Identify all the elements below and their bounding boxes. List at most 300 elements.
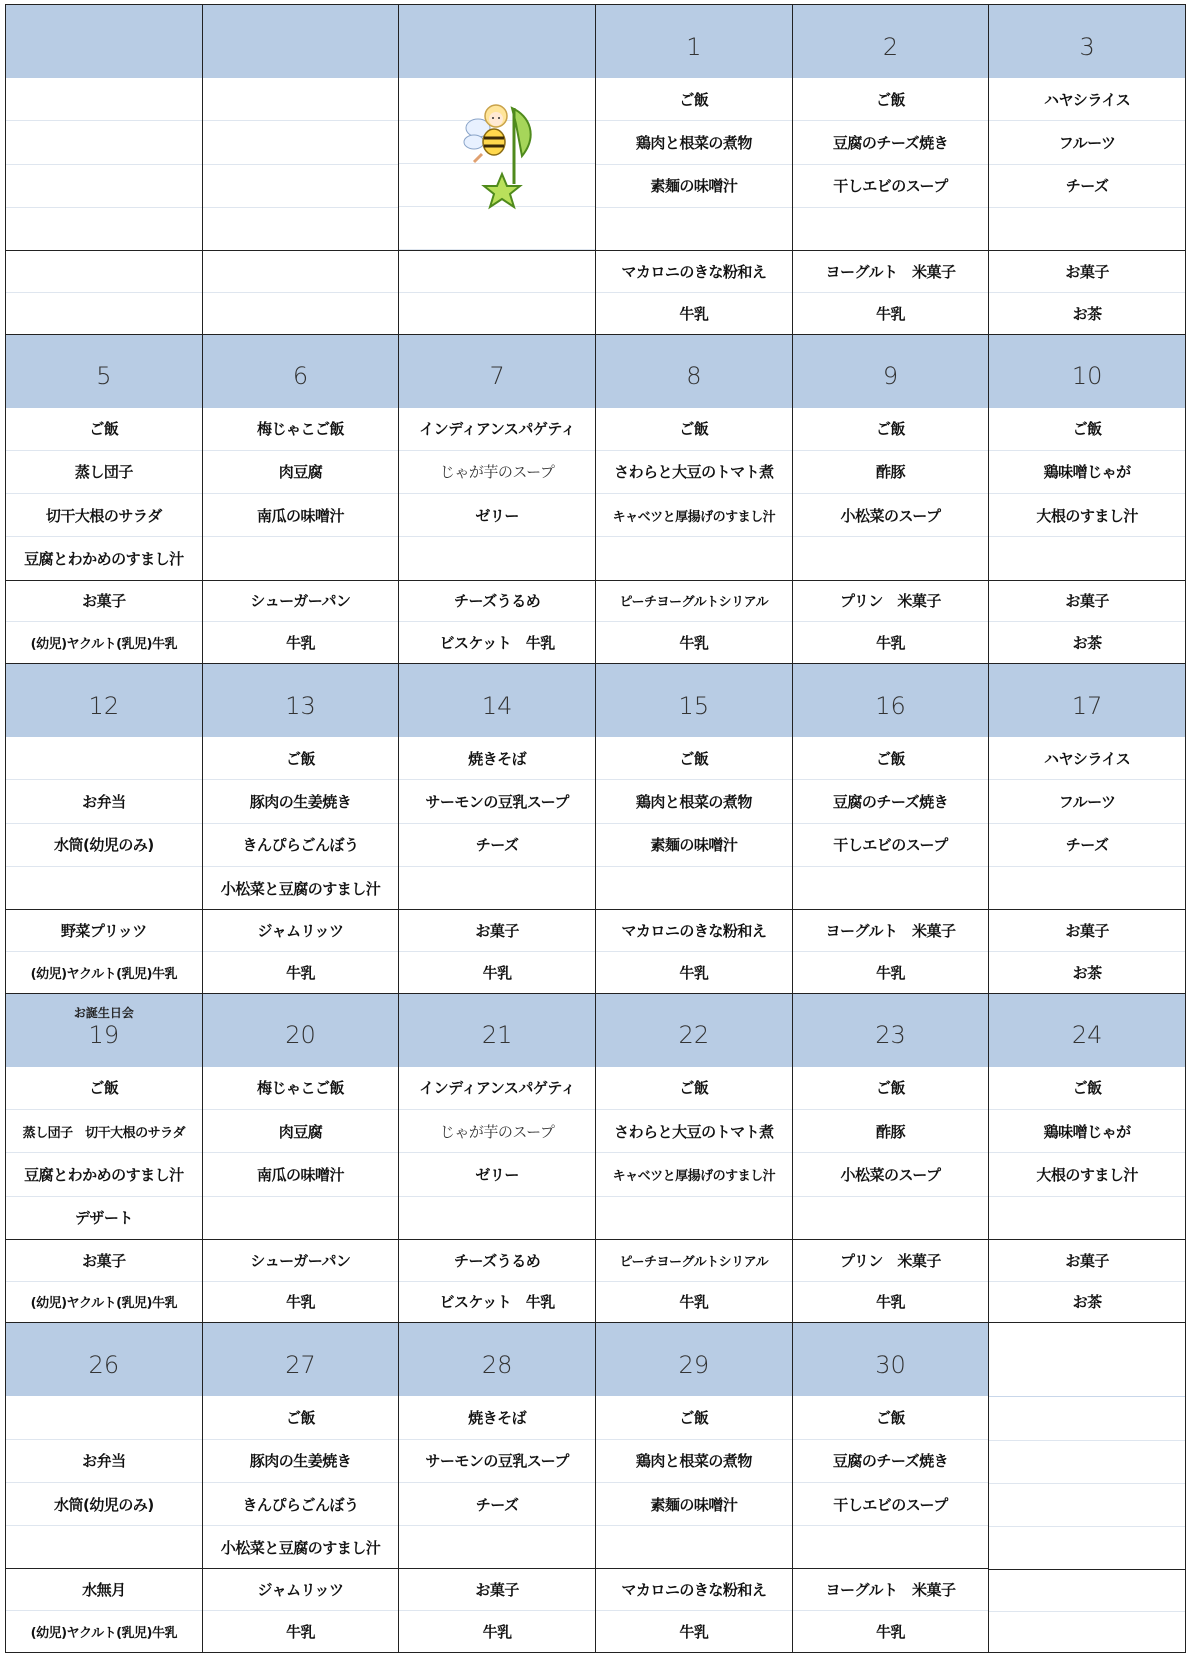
lunch-item <box>596 208 792 250</box>
lunch-item <box>203 78 399 121</box>
day-number: 24 <box>1071 1021 1103 1050</box>
lunch-item: さわらと大豆のトマト煮 <box>596 451 792 494</box>
lunch-item <box>6 165 202 208</box>
lunch-item: 南瓜の味噌汁 <box>203 494 399 537</box>
snack-menu <box>399 1240 595 1323</box>
lunch-item <box>399 1197 595 1239</box>
day-header <box>399 664 595 737</box>
day-number: 20 <box>285 1021 316 1050</box>
lunch-menu <box>793 1396 989 1569</box>
snack-item: 牛乳 <box>875 1623 905 1642</box>
day-number: 15 <box>678 691 710 720</box>
snack-item: ヨーグルト 米菓子 <box>793 251 989 293</box>
lunch-item <box>6 208 202 250</box>
snack-item <box>6 251 202 293</box>
lunch-item: ご飯 <box>989 1067 1185 1110</box>
lunch-item: ご飯 <box>793 737 989 780</box>
day-header <box>596 994 792 1067</box>
day-number: 26 <box>88 1350 120 1379</box>
snack-item: ジャムリッツ <box>203 910 399 952</box>
day-header <box>6 664 202 737</box>
day-cell <box>399 1323 596 1653</box>
snack-item <box>6 293 202 334</box>
day-header <box>596 664 792 737</box>
lunch-menu <box>793 78 989 251</box>
day-header <box>989 664 1185 737</box>
snack-menu <box>399 581 595 664</box>
snack-menu <box>793 1569 989 1652</box>
day-header <box>203 5 399 78</box>
day-cell <box>203 664 400 994</box>
fairy-illustration-icon <box>452 96 542 220</box>
day-cell <box>793 5 990 335</box>
lunch-item: 素麺の味噌汁 <box>596 824 792 867</box>
snack-item: ビスケット 牛乳 <box>439 634 555 653</box>
day-number: 22 <box>678 1021 710 1050</box>
lunch-menu <box>203 1396 399 1569</box>
snack-item: ピーチヨーグルトシリアル <box>596 1240 792 1282</box>
day-cell <box>989 5 1186 335</box>
lunch-item: 焼きそば <box>399 1396 595 1439</box>
lunch-item <box>6 78 202 121</box>
lunch-item: 南瓜の味噌汁 <box>203 1153 399 1196</box>
lunch-item: チーズ <box>989 824 1185 867</box>
snack-item: お茶 <box>1072 963 1102 982</box>
lunch-item <box>596 1197 792 1239</box>
lunch-item: 素麺の味噌汁 <box>596 1483 792 1526</box>
day-header <box>793 5 989 78</box>
snack-item: 牛乳 <box>679 963 709 982</box>
snack-item: チーズうるめ <box>399 1240 595 1282</box>
snack-menu <box>596 1569 792 1652</box>
snack-item: お菓子 <box>989 910 1185 952</box>
day-header <box>399 335 595 408</box>
lunch-menu <box>989 1067 1185 1240</box>
lunch-item: ご飯 <box>596 1067 792 1110</box>
lunch-item <box>6 1526 202 1568</box>
lunch-item: ご飯 <box>793 1396 989 1439</box>
lunch-item: 鶏肉と根菜の煮物 <box>596 121 792 164</box>
snack-item: 牛乳 <box>679 634 709 653</box>
lunch-item: さわらと大豆のトマト煮 <box>596 1110 792 1153</box>
lunch-item: 干しエビのスープ <box>793 824 989 867</box>
lunch-item: 梅じゃこご飯 <box>203 408 399 451</box>
lunch-item: お弁当 <box>6 780 202 823</box>
day-header <box>793 994 989 1067</box>
lunch-item: ゼリー <box>399 1153 595 1196</box>
day-cell <box>989 335 1186 665</box>
lunch-menu <box>6 408 202 581</box>
snack-menu <box>6 910 202 993</box>
lunch-menu <box>6 78 202 251</box>
lunch-item <box>989 1441 1185 1484</box>
day-cell <box>203 994 400 1324</box>
snack-item: ヨーグルト 米菓子 <box>793 910 989 952</box>
lunch-item: 蒸し団子 切干大根のサラダ <box>6 1110 202 1153</box>
day-header <box>399 994 595 1067</box>
lunch-item: ゼリー <box>399 494 595 537</box>
lunch-item <box>793 1526 989 1568</box>
lunch-item <box>989 537 1185 579</box>
day-number: 30 <box>875 1350 906 1379</box>
lunch-item: 豆腐とわかめのすまし汁 <box>24 549 184 568</box>
snack-item: 牛乳 <box>285 634 315 653</box>
snack-item: 牛乳 <box>482 963 512 982</box>
day-number: 23 <box>875 1021 906 1050</box>
lunch-item: 肉豆腐 <box>203 1110 399 1153</box>
snack-item: お茶 <box>1072 1293 1102 1312</box>
snack-item <box>989 1570 1185 1611</box>
day-number: 9 <box>882 362 899 391</box>
lunch-menu <box>793 408 989 581</box>
day-header <box>596 335 792 408</box>
snack-menu <box>989 1570 1185 1652</box>
snack-item: 牛乳 <box>285 1293 315 1312</box>
day-cell <box>203 1323 400 1653</box>
lunch-menu <box>596 737 792 910</box>
snack-menu <box>6 1569 202 1652</box>
snack-item: ヨーグルト 米菓子 <box>793 1569 989 1611</box>
lunch-item: インディアンスパゲティ <box>399 1067 595 1110</box>
day-cell <box>989 1323 1186 1653</box>
lunch-item: サーモンの豆乳スープ <box>399 780 595 823</box>
lunch-item: フルーツ <box>989 121 1185 164</box>
day-cell <box>989 664 1186 994</box>
lunch-item: ご飯 <box>6 408 202 451</box>
lunch-item: 干しエビのスープ <box>793 165 989 208</box>
lunch-item: 豆腐のチーズ焼き <box>793 121 989 164</box>
snack-menu <box>989 910 1185 993</box>
day-cell <box>6 5 203 335</box>
snack-item: 牛乳 <box>875 634 905 653</box>
snack-menu <box>596 581 792 664</box>
lunch-item: 鶏味噌じゃが <box>989 451 1185 494</box>
lunch-menu <box>596 78 792 251</box>
lunch-item <box>989 1197 1185 1239</box>
day-header <box>203 335 399 408</box>
lunch-item: 酢豚 <box>793 1110 989 1153</box>
day-cell <box>793 994 990 1324</box>
snack-item: 牛乳 <box>679 1293 709 1312</box>
lunch-item: 小松菜と豆腐のすまし汁 <box>220 879 381 898</box>
lunch-menu <box>989 408 1185 581</box>
lunch-item: ご飯 <box>596 737 792 780</box>
lunch-menu <box>399 737 595 910</box>
lunch-item: 焼きそば <box>399 737 595 780</box>
day-header <box>203 994 399 1067</box>
day-cell <box>6 664 203 994</box>
snack-item <box>989 1612 1185 1652</box>
lunch-item: じゃが芋のスープ <box>399 451 595 494</box>
day-number: 2 <box>882 32 899 61</box>
lunch-menu <box>399 1396 595 1569</box>
day-cell <box>203 335 400 665</box>
lunch-item: きんぴらごんぼう <box>203 824 399 867</box>
lunch-item <box>596 537 792 579</box>
lunch-item: ご飯 <box>793 408 989 451</box>
snack-menu <box>989 1240 1185 1323</box>
snack-menu <box>399 1569 595 1652</box>
lunch-item: 梅じゃこご飯 <box>203 1067 399 1110</box>
snack-menu <box>6 581 202 664</box>
day-header <box>6 994 202 1067</box>
lunch-item <box>6 1396 202 1439</box>
snack-menu <box>6 251 202 334</box>
snack-menu <box>203 1240 399 1323</box>
day-cell <box>596 664 793 994</box>
day-header <box>989 5 1185 78</box>
snack-menu <box>793 581 989 664</box>
snack-item: シューガーパン <box>203 1240 399 1282</box>
snack-item: (幼児)ヤクルト(乳児)牛乳 <box>30 637 178 653</box>
snack-menu <box>399 910 595 993</box>
lunch-item <box>203 208 399 250</box>
day-number: 21 <box>481 1021 513 1050</box>
lunch-item: 大根のすまし汁 <box>989 494 1185 537</box>
lunch-item: 鶏肉と根菜の煮物 <box>596 780 792 823</box>
lunch-item: 水筒(幼児のみ) <box>6 1483 202 1526</box>
day-cell <box>399 5 596 335</box>
day-number: 7 <box>489 362 505 391</box>
lunch-item: 豆腐のチーズ焼き <box>793 1440 989 1483</box>
lunch-item: 切干大根のサラダ <box>6 494 202 537</box>
lunch-item: 鶏肉と根菜の煮物 <box>596 1440 792 1483</box>
snack-item: マカロニのきな粉和え <box>596 1569 792 1611</box>
lunch-menu <box>203 737 399 910</box>
snack-item: (幼児)ヤクルト(乳児)牛乳 <box>30 1296 178 1312</box>
snack-item: プリン 米菓子 <box>793 581 989 623</box>
day-number: 13 <box>285 691 316 720</box>
day-cell <box>399 994 596 1324</box>
day-header <box>989 335 1185 408</box>
day-number: 29 <box>678 1350 710 1379</box>
snack-item: お菓子 <box>6 1240 202 1282</box>
snack-menu <box>6 1240 202 1323</box>
snack-item: お菓子 <box>989 1240 1185 1282</box>
lunch-menu <box>6 737 202 910</box>
snack-menu <box>399 251 595 334</box>
lunch-item: 小松菜のスープ <box>793 494 989 537</box>
lunch-item: デザート <box>74 1209 133 1228</box>
snack-menu <box>596 251 792 334</box>
snack-item: 牛乳 <box>679 1623 709 1642</box>
day-number: 5 <box>96 362 112 391</box>
lunch-menu <box>203 408 399 581</box>
snack-menu <box>203 910 399 993</box>
snack-item: 牛乳 <box>482 1623 512 1642</box>
lunch-menu <box>989 78 1185 251</box>
lunch-item: きんぴらごんぼう <box>203 1483 399 1526</box>
snack-item: (幼児)ヤクルト(乳児)牛乳 <box>30 966 178 982</box>
day-header <box>793 1323 989 1396</box>
day-cell <box>596 335 793 665</box>
day-cell <box>596 994 793 1324</box>
day-number: 16 <box>875 691 906 720</box>
snack-item: お菓子 <box>6 581 202 623</box>
day-event-label: お誕生日会 <box>73 1005 134 1020</box>
lunch-item <box>989 1397 1185 1440</box>
lunch-item <box>989 867 1185 909</box>
lunch-item: ご飯 <box>596 408 792 451</box>
day-number: 1 <box>686 32 702 61</box>
snack-menu <box>989 581 1185 664</box>
lunch-item: キャベツと厚揚げのすまし汁 <box>596 494 792 537</box>
snack-menu <box>989 251 1185 334</box>
snack-item <box>399 251 595 293</box>
lunch-item <box>203 537 399 579</box>
snack-menu <box>596 1240 792 1323</box>
lunch-item: ハヤシライス <box>989 737 1185 780</box>
lunch-item: 鶏味噌じゃが <box>989 1110 1185 1153</box>
lunch-menu <box>793 1067 989 1240</box>
lunch-item: 大根のすまし汁 <box>989 1153 1185 1196</box>
lunch-item: ご飯 <box>989 408 1185 451</box>
snack-item: お茶 <box>1072 304 1102 323</box>
snack-menu <box>203 1569 399 1652</box>
lunch-item: フルーツ <box>989 780 1185 823</box>
day-number: 12 <box>88 691 120 720</box>
lunch-menu <box>596 408 792 581</box>
lunch-item: ご飯 <box>793 78 989 121</box>
day-number: 19 <box>88 1021 120 1050</box>
lunch-menu <box>203 78 399 251</box>
lunch-item: ハヤシライス <box>989 78 1185 121</box>
day-number: 10 <box>1071 362 1103 391</box>
lunch-item: 水筒(幼児のみ) <box>6 824 202 867</box>
day-header <box>6 5 202 78</box>
lunch-item: お弁当 <box>6 1440 202 1483</box>
lunch-item: チーズ <box>399 824 595 867</box>
lunch-item <box>399 1526 595 1568</box>
day-cell <box>6 335 203 665</box>
menu-calendar <box>5 4 1186 1653</box>
lunch-item: ご飯 <box>203 1396 399 1439</box>
day-number: 3 <box>1079 32 1095 61</box>
lunch-item: 豚肉の生姜焼き <box>203 780 399 823</box>
lunch-item <box>6 867 202 909</box>
snack-item: マカロニのきな粉和え <box>596 910 792 952</box>
lunch-item: ご飯 <box>203 737 399 780</box>
lunch-item <box>203 1197 399 1239</box>
day-cell <box>399 335 596 665</box>
day-number: 8 <box>686 362 702 391</box>
lunch-menu <box>6 1396 202 1569</box>
lunch-item: サーモンの豆乳スープ <box>399 1440 595 1483</box>
lunch-item: 豚肉の生姜焼き <box>203 1440 399 1483</box>
snack-item: 牛乳 <box>285 963 315 982</box>
lunch-item: ご飯 <box>793 1067 989 1110</box>
snack-item: 牛乳 <box>875 304 905 323</box>
snack-item: (幼児)ヤクルト(乳児)牛乳 <box>30 1626 178 1642</box>
lunch-item <box>793 867 989 909</box>
snack-item: チーズうるめ <box>399 581 595 623</box>
lunch-menu <box>399 408 595 581</box>
lunch-menu <box>399 78 595 251</box>
day-header <box>399 1323 595 1396</box>
lunch-menu <box>596 1396 792 1569</box>
lunch-item <box>6 121 202 164</box>
snack-item: プリン 米菓子 <box>793 1240 989 1282</box>
lunch-item: 素麺の味噌汁 <box>596 165 792 208</box>
day-cell <box>596 1323 793 1653</box>
day-header <box>989 1323 1185 1397</box>
snack-item: ビスケット 牛乳 <box>439 1293 555 1312</box>
lunch-item: ご飯 <box>596 78 792 121</box>
snack-item: 牛乳 <box>875 963 905 982</box>
day-header <box>399 5 595 78</box>
day-number: 6 <box>292 362 309 391</box>
lunch-menu <box>596 1067 792 1240</box>
day-cell <box>399 664 596 994</box>
snack-item: ジャムリッツ <box>203 1569 399 1611</box>
day-cell <box>203 5 400 335</box>
snack-menu <box>793 910 989 993</box>
snack-menu <box>203 251 399 334</box>
lunch-item: チーズ <box>399 1483 595 1526</box>
lunch-item <box>203 165 399 208</box>
lunch-menu <box>989 737 1185 910</box>
snack-item: シューガーパン <box>203 581 399 623</box>
snack-item: お菓子 <box>399 910 595 952</box>
lunch-item: 豆腐とわかめのすまし汁 <box>6 1153 202 1196</box>
snack-item: お菓子 <box>989 581 1185 623</box>
lunch-menu <box>6 1067 202 1240</box>
lunch-item: 蒸し団子 <box>6 451 202 494</box>
day-header <box>793 664 989 737</box>
lunch-menu <box>203 1067 399 1240</box>
snack-item: ピーチヨーグルトシリアル <box>596 581 792 623</box>
lunch-item: キャベツと厚揚げのすまし汁 <box>596 1153 792 1196</box>
day-header <box>989 994 1185 1067</box>
lunch-item <box>989 1484 1185 1527</box>
day-header <box>6 335 202 408</box>
snack-menu <box>793 1240 989 1323</box>
day-cell <box>6 994 203 1324</box>
lunch-menu <box>793 737 989 910</box>
lunch-item <box>989 208 1185 250</box>
snack-item <box>399 293 595 334</box>
lunch-item: 小松菜のスープ <box>793 1153 989 1196</box>
day-cell <box>793 1323 990 1653</box>
lunch-item <box>399 867 595 909</box>
lunch-item: ご飯 <box>6 1067 202 1110</box>
snack-menu <box>793 251 989 334</box>
snack-item: お菓子 <box>399 1569 595 1611</box>
lunch-item <box>989 1527 1185 1569</box>
snack-item: 牛乳 <box>679 304 709 323</box>
lunch-item <box>596 867 792 909</box>
snack-menu <box>203 581 399 664</box>
lunch-item: 干しエビのスープ <box>793 1483 989 1526</box>
day-cell <box>793 335 990 665</box>
snack-item: お菓子 <box>989 251 1185 293</box>
snack-item: マカロニのきな粉和え <box>596 251 792 293</box>
lunch-item <box>793 537 989 579</box>
snack-item <box>203 293 399 334</box>
day-number: 14 <box>481 691 513 720</box>
lunch-item <box>6 737 202 780</box>
lunch-item <box>399 537 595 579</box>
lunch-item: 酢豚 <box>793 451 989 494</box>
lunch-item: じゃが芋のスープ <box>399 1110 595 1153</box>
day-number: 28 <box>481 1350 513 1379</box>
day-header <box>6 1323 202 1396</box>
lunch-item: 豆腐のチーズ焼き <box>793 780 989 823</box>
day-cell <box>793 664 990 994</box>
snack-item: お茶 <box>1072 634 1102 653</box>
lunch-menu <box>399 1067 595 1240</box>
lunch-item: 小松菜と豆腐のすまし汁 <box>220 1538 381 1557</box>
